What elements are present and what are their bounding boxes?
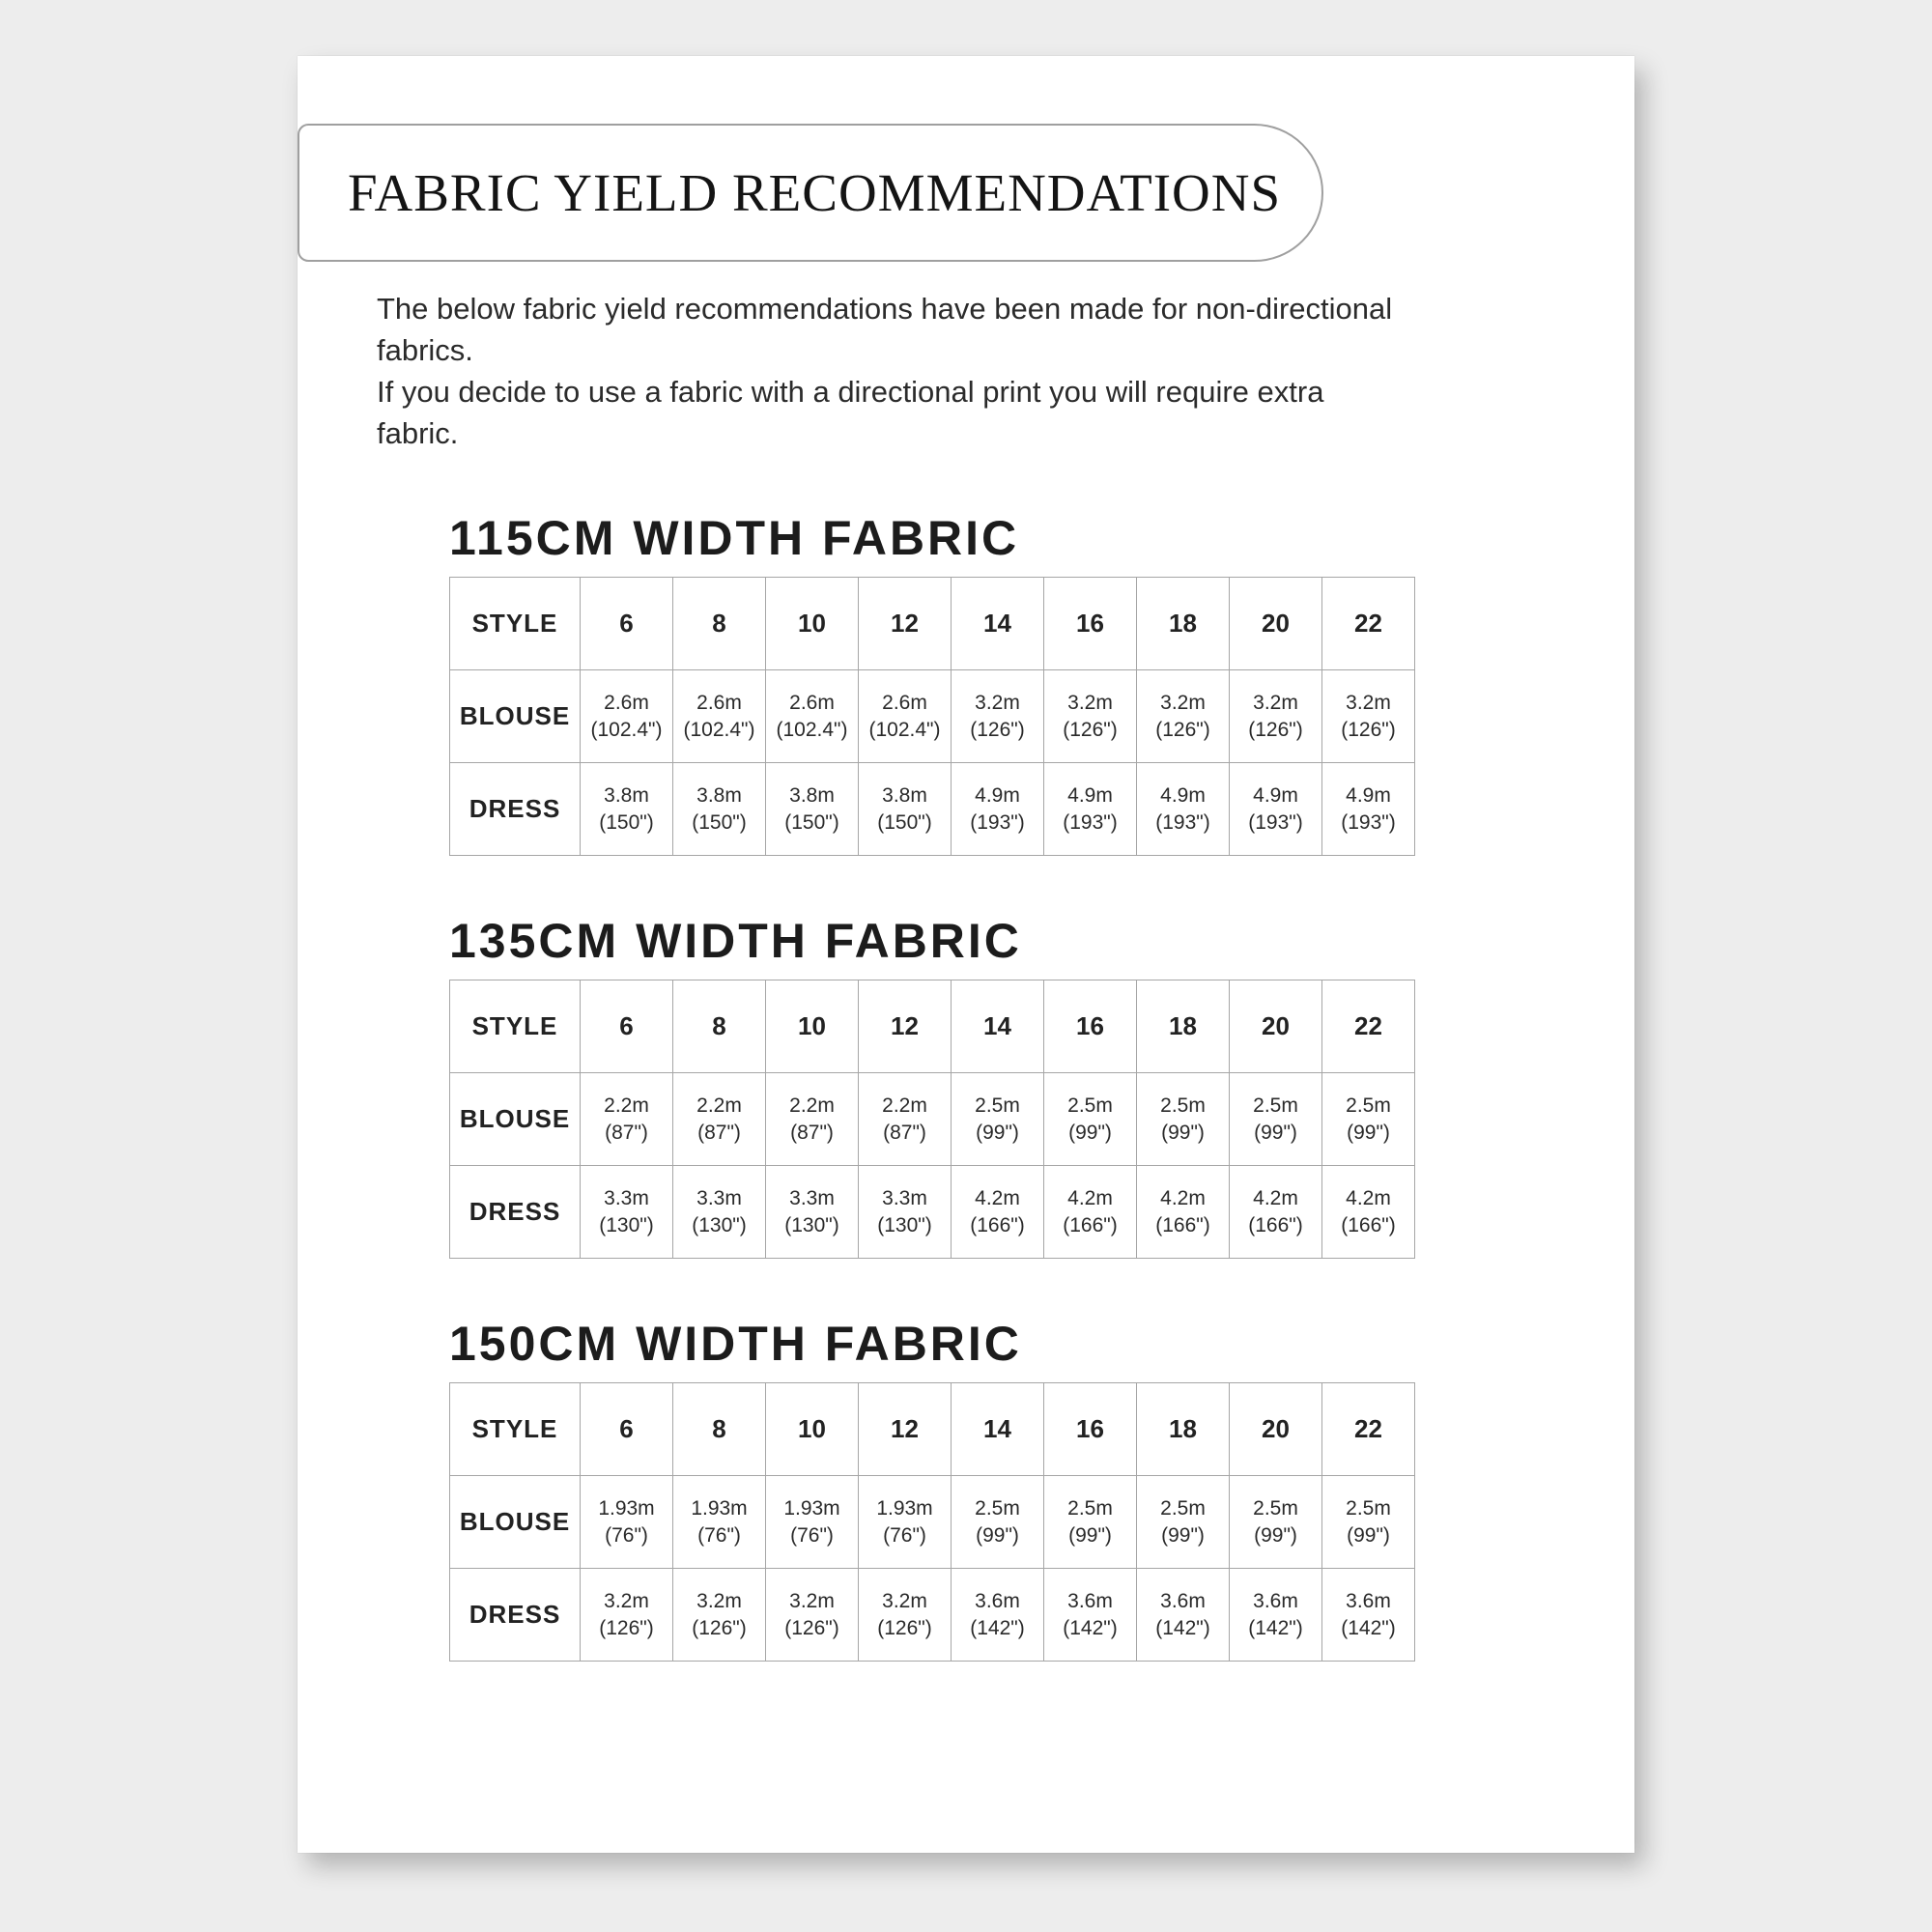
yield-cell (1230, 763, 1322, 856)
yield-inches: (87") (790, 1121, 834, 1144)
yield-inches: (99") (976, 1523, 1019, 1547)
yield-inches: (99") (1068, 1121, 1112, 1144)
yield-meters: 2.5m (975, 1094, 1020, 1117)
yield-cell (859, 763, 952, 856)
yield-cell (1044, 1476, 1137, 1569)
yield-cell (1230, 1569, 1322, 1662)
yield-meters: 3.2m (1160, 691, 1206, 714)
yield-cell (766, 1073, 859, 1166)
yield-cell (581, 763, 673, 856)
size-header-cell: 18 (1137, 1383, 1230, 1476)
yield-meters: 2.5m (975, 1496, 1020, 1520)
yield-cell (766, 670, 859, 763)
size-header-cell: 8 (673, 1383, 766, 1476)
yield-inches: (150") (692, 810, 747, 834)
yield-inches: (126") (1248, 718, 1303, 741)
yield-meters: 3.2m (1346, 691, 1391, 714)
size-header-cell: 16 (1044, 980, 1137, 1073)
yield-cell (766, 1569, 859, 1662)
size-header-cell: 14 (952, 980, 1044, 1073)
yield-inches: (130") (877, 1213, 932, 1236)
size-header-cell: 14 (952, 1383, 1044, 1476)
yield-inches: (150") (599, 810, 654, 834)
yield-meters: 2.5m (1253, 1094, 1298, 1117)
yield-cell (766, 763, 859, 856)
intro-line: fabrics. (377, 333, 473, 367)
yield-meters: 3.3m (604, 1186, 649, 1209)
size-header-cell: 12 (859, 578, 952, 670)
yield-cell (581, 1569, 673, 1662)
yield-inches: (166") (1341, 1213, 1396, 1236)
size-header-cell: 10 (766, 578, 859, 670)
yield-cell (952, 763, 1044, 856)
yield-meters: 1.93m (783, 1496, 840, 1520)
yield-meters: 3.2m (1067, 691, 1113, 714)
yield-cell (1044, 763, 1137, 856)
yield-meters: 3.8m (789, 783, 835, 807)
yield-inches: (193") (1248, 810, 1303, 834)
yield-inches: (150") (784, 810, 839, 834)
yield-meters: 3.2m (1253, 691, 1298, 714)
yield-cell (859, 1476, 952, 1569)
yield-cell (859, 1166, 952, 1259)
size-header-cell: 10 (766, 980, 859, 1073)
yield-cell (1230, 1073, 1322, 1166)
yield-cell (1137, 763, 1230, 856)
yield-inches: (99") (976, 1121, 1019, 1144)
yield-cell (1322, 670, 1415, 763)
size-header-cell: 8 (673, 980, 766, 1073)
yield-inches: (142") (1155, 1616, 1210, 1639)
yield-inches: (102.4") (590, 718, 663, 741)
yield-cell (1230, 1166, 1322, 1259)
yield-meters: 4.2m (1067, 1186, 1113, 1209)
yield-cell (581, 1166, 673, 1259)
yield-inches: (76") (605, 1523, 648, 1547)
yield-meters: 3.6m (1067, 1589, 1113, 1612)
yield-cell (859, 670, 952, 763)
yield-cell (1322, 763, 1415, 856)
yield-meters: 4.2m (1160, 1186, 1206, 1209)
yield-meters: 3.6m (1253, 1589, 1298, 1612)
yield-meters: 3.3m (882, 1186, 927, 1209)
size-header-cell: 22 (1322, 980, 1415, 1073)
yield-inches: (126") (877, 1616, 932, 1639)
table-row (450, 1166, 1415, 1259)
yield-inches: (99") (1068, 1523, 1112, 1547)
yield-inches: (126") (1341, 718, 1396, 741)
yield-cell (952, 1569, 1044, 1662)
style-header-cell: STYLE (450, 578, 581, 670)
fabric-width-section-2 (449, 914, 1415, 1259)
yield-cell (673, 1569, 766, 1662)
title-banner (298, 124, 1323, 262)
intro-line: If you decide to use a fabric with a directional print you will require extra (377, 375, 1324, 409)
style-header-cell: STYLE (450, 980, 581, 1073)
yield-inches: (126") (692, 1616, 747, 1639)
yield-meters: 3.2m (882, 1589, 927, 1612)
yield-cell (673, 670, 766, 763)
yield-inches: (99") (1161, 1523, 1205, 1547)
row-label-cell: DRESS (450, 763, 581, 856)
size-header-cell: 6 (581, 578, 673, 670)
yield-inches: (193") (1063, 810, 1118, 834)
yield-cell (766, 1476, 859, 1569)
yield-inches: (99") (1347, 1523, 1390, 1547)
yield-meters: 1.93m (876, 1496, 933, 1520)
yield-inches: (87") (697, 1121, 741, 1144)
yield-meters: 2.6m (882, 691, 927, 714)
yield-cell (581, 1476, 673, 1569)
yield-meters: 2.5m (1346, 1496, 1391, 1520)
yield-meters: 2.2m (882, 1094, 927, 1117)
yield-meters: 4.2m (1253, 1186, 1298, 1209)
yield-inches: (76") (883, 1523, 926, 1547)
yield-cell (581, 1073, 673, 1166)
size-header-cell: 14 (952, 578, 1044, 670)
yield-meters: 2.2m (604, 1094, 649, 1117)
size-header-cell: 6 (581, 1383, 673, 1476)
yield-inches: (76") (697, 1523, 741, 1547)
size-header-cell: 18 (1137, 578, 1230, 670)
yield-cell (952, 670, 1044, 763)
yield-meters: 4.9m (1253, 783, 1298, 807)
fabric-yield-table (449, 980, 1415, 1259)
size-header-cell: 6 (581, 980, 673, 1073)
yield-meters: 1.93m (598, 1496, 655, 1520)
yield-meters: 2.5m (1346, 1094, 1391, 1117)
yield-meters: 3.3m (789, 1186, 835, 1209)
yield-inches: (126") (1063, 718, 1118, 741)
header-row (450, 578, 1415, 670)
yield-inches: (99") (1254, 1121, 1297, 1144)
table-row (450, 1073, 1415, 1166)
yield-cell (581, 670, 673, 763)
yield-meters: 2.6m (789, 691, 835, 714)
yield-inches: (126") (599, 1616, 654, 1639)
yield-cell (673, 1073, 766, 1166)
yield-meters: 4.9m (1160, 783, 1206, 807)
yield-inches: (99") (1347, 1121, 1390, 1144)
yield-meters: 3.6m (1160, 1589, 1206, 1612)
row-label-cell: DRESS (450, 1569, 581, 1662)
yield-meters: 2.2m (789, 1094, 835, 1117)
section-title: 135CM WIDTH FABRIC (449, 914, 1022, 968)
yield-cell (1230, 1476, 1322, 1569)
row-label-cell: BLOUSE (450, 670, 581, 763)
yield-cell (952, 1166, 1044, 1259)
yield-meters: 4.9m (1067, 783, 1113, 807)
yield-meters: 3.6m (975, 1589, 1020, 1612)
yield-inches: (99") (1254, 1523, 1297, 1547)
intro-line: The below fabric yield recommendations have been made for non-directional (377, 292, 1393, 326)
table-row (450, 670, 1415, 763)
yield-inches: (99") (1161, 1121, 1205, 1144)
yield-cell (859, 1073, 952, 1166)
yield-cell (1044, 1569, 1137, 1662)
yield-inches: (142") (1248, 1616, 1303, 1639)
yield-inches: (142") (1341, 1616, 1396, 1639)
yield-cell (1322, 1569, 1415, 1662)
header-row (450, 1383, 1415, 1476)
yield-inches: (166") (1155, 1213, 1210, 1236)
yield-meters: 4.9m (975, 783, 1020, 807)
yield-cell (1322, 1073, 1415, 1166)
yield-meters: 2.5m (1253, 1496, 1298, 1520)
yield-meters: 1.93m (691, 1496, 748, 1520)
yield-meters: 2.5m (1067, 1094, 1113, 1117)
yield-inches: (102.4") (776, 718, 848, 741)
section-title: 115CM WIDTH FABRIC (449, 511, 1020, 565)
size-header-cell: 8 (673, 578, 766, 670)
fabric-width-section-1 (449, 511, 1415, 856)
yield-meters: 2.6m (696, 691, 742, 714)
yield-meters: 3.6m (1346, 1589, 1391, 1612)
yield-cell (673, 763, 766, 856)
yield-cell (1044, 670, 1137, 763)
yield-meters: 2.2m (696, 1094, 742, 1117)
size-header-cell: 16 (1044, 578, 1137, 670)
page-title: FABRIC YIELD RECOMMENDATIONS (348, 163, 1282, 222)
yield-inches: (142") (1063, 1616, 1118, 1639)
yield-cell (1230, 670, 1322, 763)
size-header-cell: 10 (766, 1383, 859, 1476)
yield-inches: (130") (692, 1213, 747, 1236)
size-header-cell: 12 (859, 1383, 952, 1476)
yield-cell (1044, 1073, 1137, 1166)
yield-meters: 2.5m (1160, 1496, 1206, 1520)
size-header-cell: 18 (1137, 980, 1230, 1073)
yield-inches: (87") (605, 1121, 648, 1144)
yield-inches: (130") (599, 1213, 654, 1236)
yield-meters: 2.5m (1067, 1496, 1113, 1520)
row-label-cell: BLOUSE (450, 1476, 581, 1569)
size-header-cell: 16 (1044, 1383, 1137, 1476)
yield-meters: 4.2m (1346, 1186, 1391, 1209)
yield-inches: (193") (1155, 810, 1210, 834)
yield-cell (673, 1476, 766, 1569)
yield-cell (1137, 1476, 1230, 1569)
size-header-cell: 12 (859, 980, 952, 1073)
yield-meters: 2.6m (604, 691, 649, 714)
yield-meters: 2.5m (1160, 1094, 1206, 1117)
yield-inches: (166") (1063, 1213, 1118, 1236)
yield-cell (1137, 1073, 1230, 1166)
yield-meters: 4.9m (1346, 783, 1391, 807)
intro-line: fabric. (377, 416, 459, 450)
yield-inches: (142") (970, 1616, 1025, 1639)
yield-cell (952, 1476, 1044, 1569)
yield-cell (859, 1569, 952, 1662)
style-header-cell: STYLE (450, 1383, 581, 1476)
yield-inches: (166") (970, 1213, 1025, 1236)
table-row (450, 1569, 1415, 1662)
yield-cell (1322, 1476, 1415, 1569)
row-label-cell: DRESS (450, 1166, 581, 1259)
sections-container (449, 511, 1415, 1723)
size-header-cell: 20 (1230, 980, 1322, 1073)
yield-inches: (126") (1155, 718, 1210, 741)
size-header-cell: 22 (1322, 1383, 1415, 1476)
size-header-cell: 22 (1322, 578, 1415, 670)
yield-inches: (193") (970, 810, 1025, 834)
yield-meters: 3.2m (975, 691, 1020, 714)
row-label-cell: BLOUSE (450, 1073, 581, 1166)
yield-cell (1322, 1166, 1415, 1259)
header-row (450, 980, 1415, 1073)
fabric-yield-table (449, 577, 1415, 856)
yield-inches: (130") (784, 1213, 839, 1236)
yield-cell (673, 1166, 766, 1259)
table-row (450, 763, 1415, 856)
size-header-cell: 20 (1230, 1383, 1322, 1476)
intro-text (377, 288, 1401, 454)
yield-inches: (126") (784, 1616, 839, 1639)
yield-cell (1044, 1166, 1137, 1259)
yield-meters: 3.8m (696, 783, 742, 807)
fabric-width-section-3 (449, 1317, 1415, 1662)
yield-cell (952, 1073, 1044, 1166)
yield-cell (766, 1166, 859, 1259)
yield-meters: 3.2m (789, 1589, 835, 1612)
document-page (298, 56, 1634, 1853)
yield-cell (1137, 1569, 1230, 1662)
yield-inches: (193") (1341, 810, 1396, 834)
yield-meters: 3.3m (696, 1186, 742, 1209)
yield-inches: (76") (790, 1523, 834, 1547)
yield-meters: 3.2m (696, 1589, 742, 1612)
yield-meters: 3.8m (882, 783, 927, 807)
fabric-yield-table (449, 1382, 1415, 1662)
yield-inches: (166") (1248, 1213, 1303, 1236)
table-row (450, 1476, 1415, 1569)
yield-cell (1137, 1166, 1230, 1259)
size-header-cell: 20 (1230, 578, 1322, 670)
yield-inches: (150") (877, 810, 932, 834)
yield-cell (1137, 670, 1230, 763)
yield-meters: 4.2m (975, 1186, 1020, 1209)
section-title: 150CM WIDTH FABRIC (449, 1317, 1022, 1371)
yield-inches: (102.4") (868, 718, 941, 741)
yield-inches: (87") (883, 1121, 926, 1144)
yield-meters: 3.2m (604, 1589, 649, 1612)
yield-inches: (126") (970, 718, 1025, 741)
yield-inches: (102.4") (683, 718, 755, 741)
yield-meters: 3.8m (604, 783, 649, 807)
